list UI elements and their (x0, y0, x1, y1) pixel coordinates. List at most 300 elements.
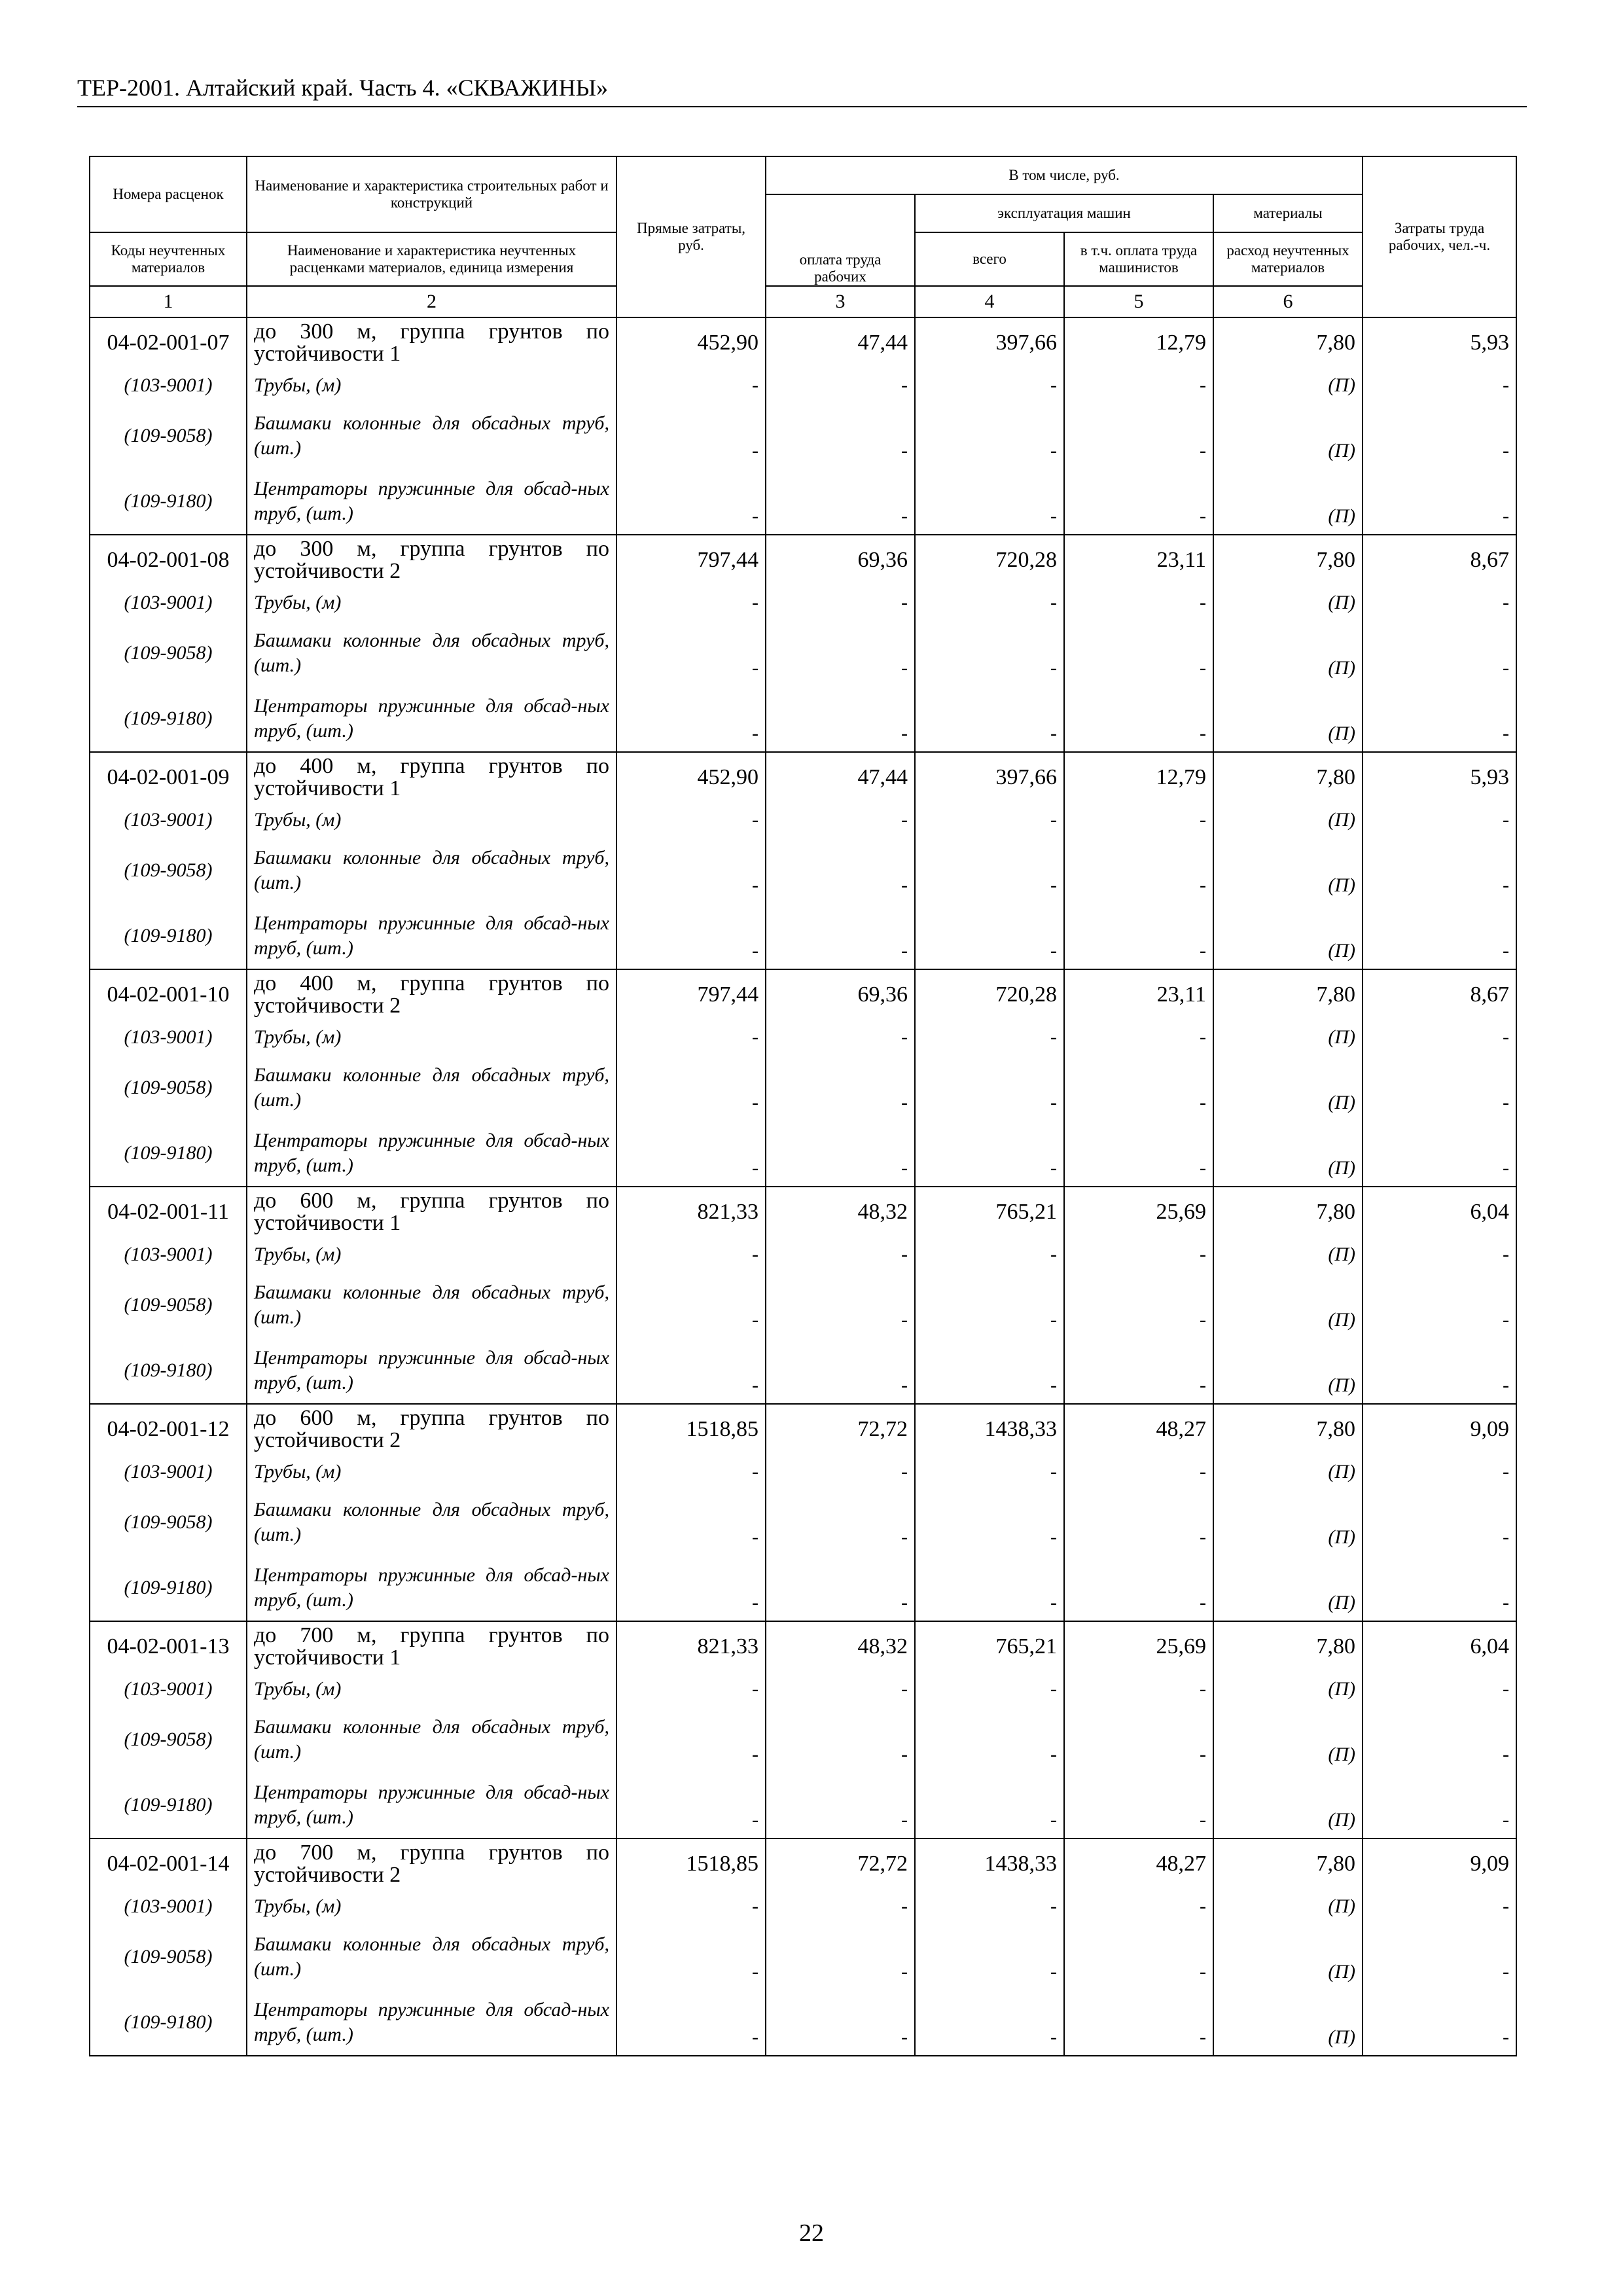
direct-costs-cell: 452,90 (616, 317, 766, 368)
labor-hours-cell: 9,09 (1363, 1404, 1516, 1454)
material-value: - (766, 903, 915, 969)
material-value: - (616, 1121, 766, 1187)
material-name: Центраторы пружинные для обсад-ных труб, (шт.) (247, 1772, 616, 1839)
material-value: - (616, 838, 766, 903)
material-value: (П) (1213, 1889, 1363, 1924)
rate-name: до 300 м, группа грунтов по устойчивости 2 (247, 535, 616, 585)
material-value: - (766, 403, 915, 469)
material-value: - (1064, 1889, 1213, 1924)
material-value: (П) (1213, 620, 1363, 686)
material-value: - (915, 1454, 1064, 1490)
material-value: - (1064, 368, 1213, 403)
material-code: (109-9180) (90, 1555, 247, 1621)
column-numbers-row (90, 286, 1516, 317)
material-row (90, 838, 1516, 903)
material-value: - (616, 1772, 766, 1839)
material-code: (109-9058) (90, 620, 247, 686)
header-rate-numbers: Номера расценок (90, 156, 247, 232)
direct-costs-cell: 821,33 (616, 1187, 766, 1237)
material-value: - (616, 1237, 766, 1272)
machinists-pay-cell: 23,11 (1064, 535, 1213, 585)
material-code: (103-9001) (90, 1020, 247, 1055)
header-materials: материалы (1213, 194, 1363, 232)
material-value: - (915, 1990, 1064, 2056)
material-value: - (915, 802, 1064, 838)
material-row (90, 903, 1516, 969)
rate-name: до 700 м, группа грунтов по устойчивости 2 (247, 1839, 616, 1889)
material-value: - (915, 620, 1064, 686)
material-value: - (1064, 1237, 1213, 1272)
material-value: - (1064, 686, 1213, 752)
header-material-consumption: расход неучтенных материалов (1213, 232, 1363, 286)
material-value: (П) (1213, 1555, 1363, 1621)
material-value: - (766, 1454, 915, 1490)
material-value: (П) (1213, 1055, 1363, 1121)
materials-cell: 7,80 (1213, 1187, 1363, 1237)
material-value: - (766, 802, 915, 838)
material-name: Центраторы пружинные для обсад-ных труб, (шт.) (247, 469, 616, 535)
material-value: - (766, 1055, 915, 1121)
rates-table (89, 156, 1517, 2056)
material-value: - (766, 1338, 915, 1404)
material-row (90, 403, 1516, 469)
material-value: (П) (1213, 1020, 1363, 1055)
rate-name: до 600 м, группа грунтов по устойчивости 1 (247, 1187, 616, 1237)
material-name: Башмаки колонные для обсадных труб, (шт.) (247, 1707, 616, 1772)
material-row (90, 1490, 1516, 1555)
material-value: - (1363, 1338, 1516, 1404)
material-value: - (1064, 1924, 1213, 1990)
rate-code: 04-02-001-10 (90, 969, 247, 1020)
material-value: - (1064, 403, 1213, 469)
material-value: - (766, 1555, 915, 1621)
material-value: - (1363, 1707, 1516, 1772)
material-name: Центраторы пружинные для обсад-ных труб, (шт.) (247, 1555, 616, 1621)
machines-total-cell: 1438,33 (915, 1839, 1064, 1889)
rate-name: до 700 м, группа грунтов по устойчивости 1 (247, 1621, 616, 1672)
rate-name: до 300 м, группа грунтов по устойчивости 1 (247, 317, 616, 368)
rate-code: 04-02-001-08 (90, 535, 247, 585)
rate-name: до 400 м, группа грунтов по устойчивости 1 (247, 752, 616, 802)
material-value: - (915, 1490, 1064, 1555)
column-number: 3 (766, 286, 915, 317)
labor-pay-cell: 72,72 (766, 1839, 915, 1889)
materials-cell: 7,80 (1213, 752, 1363, 802)
material-name: Центраторы пружинные для обсад-ных труб, (шт.) (247, 1338, 616, 1404)
material-row (90, 1990, 1516, 2056)
material-value: - (1363, 802, 1516, 838)
material-value: - (915, 838, 1064, 903)
machinists-pay-cell: 48,27 (1064, 1839, 1213, 1889)
machinists-pay-cell: 23,11 (1064, 969, 1213, 1020)
direct-costs-cell: 821,33 (616, 1621, 766, 1672)
material-value: - (766, 1924, 915, 1990)
column-number: 4 (915, 286, 1064, 317)
material-row (90, 1454, 1516, 1490)
material-value: - (1064, 620, 1213, 686)
material-row (90, 1672, 1516, 1707)
material-value: - (1064, 1272, 1213, 1338)
material-value: - (616, 469, 766, 535)
material-name: Башмаки колонные для обсадных труб, (шт.) (247, 1272, 616, 1338)
material-value: - (915, 1924, 1064, 1990)
material-value: - (1363, 585, 1516, 620)
labor-pay-cell: 69,36 (766, 535, 915, 585)
material-value: - (915, 1672, 1064, 1707)
material-value: (П) (1213, 1237, 1363, 1272)
material-name: Центраторы пружинные для обсад-ных труб, (шт.) (247, 903, 616, 969)
material-value: - (1363, 1237, 1516, 1272)
material-row (90, 1272, 1516, 1338)
material-code: (103-9001) (90, 1454, 247, 1490)
material-value: - (1064, 1055, 1213, 1121)
material-value: - (766, 1121, 915, 1187)
material-row (90, 1707, 1516, 1772)
material-name: Трубы, (м) (247, 1672, 616, 1707)
material-value: - (616, 1272, 766, 1338)
rate-name: до 400 м, группа грунтов по устойчивости 2 (247, 969, 616, 1020)
material-value: - (915, 1055, 1064, 1121)
header-including: В том числе, руб. (766, 156, 1363, 194)
material-value: - (766, 1672, 915, 1707)
material-value: - (1064, 1121, 1213, 1187)
labor-hours-cell: 5,93 (1363, 752, 1516, 802)
material-value: - (766, 1707, 915, 1772)
rate-name: до 600 м, группа грунтов по устойчивости 2 (247, 1404, 616, 1454)
material-value: - (915, 1555, 1064, 1621)
material-row (90, 1055, 1516, 1121)
material-code: (103-9001) (90, 1237, 247, 1272)
material-value: - (1363, 1772, 1516, 1839)
running-header: ТЕР-2001. Алтайский край. Часть 4. «СКВАЖИНЫ» (77, 75, 609, 101)
material-name: Башмаки колонные для обсадных труб, (шт.) (247, 1055, 616, 1121)
material-row (90, 1121, 1516, 1187)
material-value: - (915, 686, 1064, 752)
rate-code: 04-02-001-09 (90, 752, 247, 802)
material-value: - (616, 1490, 766, 1555)
material-name: Центраторы пружинные для обсад-ных труб, (шт.) (247, 686, 616, 752)
material-name: Башмаки колонные для обсадных труб, (шт.) (247, 1490, 616, 1555)
machinists-pay-cell: 25,69 (1064, 1621, 1213, 1672)
material-value: - (616, 1990, 766, 2056)
header-work-name: Наименование и характеристика строительных работ и конструкций (247, 156, 616, 232)
material-value: - (766, 838, 915, 903)
machines-total-cell: 397,66 (915, 752, 1064, 802)
material-value: - (616, 1055, 766, 1121)
header-material-codes: Коды неучтенных материалов (90, 232, 247, 286)
material-value: (П) (1213, 469, 1363, 535)
header-labor-hours: Затраты труда рабочих, чел.-ч. (1363, 156, 1516, 317)
material-value: - (1064, 1454, 1213, 1490)
material-value: (П) (1213, 1672, 1363, 1707)
rate-row (90, 317, 1516, 368)
material-name: Трубы, (м) (247, 1454, 616, 1490)
materials-cell: 7,80 (1213, 1404, 1363, 1454)
labor-pay-cell: 69,36 (766, 969, 915, 1020)
material-value: - (616, 686, 766, 752)
material-value: - (1363, 838, 1516, 903)
material-code: (109-9180) (90, 469, 247, 535)
material-value: - (766, 1020, 915, 1055)
material-value: - (616, 1672, 766, 1707)
material-value: (П) (1213, 1272, 1363, 1338)
rate-code: 04-02-001-07 (90, 317, 247, 368)
material-value: (П) (1213, 403, 1363, 469)
material-code: (109-9180) (90, 1990, 247, 2056)
direct-costs-cell: 797,44 (616, 969, 766, 1020)
material-value: - (1064, 1555, 1213, 1621)
material-value: - (1363, 1924, 1516, 1990)
material-value: - (766, 1272, 915, 1338)
rates-body (90, 317, 1516, 2056)
page-number: 22 (799, 2219, 824, 2247)
material-value: - (1363, 1121, 1516, 1187)
header-direct-costs: Прямые затраты, руб. (616, 156, 766, 317)
material-code: (109-9058) (90, 838, 247, 903)
direct-costs-cell: 452,90 (616, 752, 766, 802)
material-value: - (1064, 903, 1213, 969)
direct-costs-cell: 1518,85 (616, 1839, 766, 1889)
material-name: Башмаки колонные для обсадных труб, (шт.) (247, 403, 616, 469)
material-name: Башмаки колонные для обсадных труб, (шт.) (247, 1924, 616, 1990)
material-code: (109-9058) (90, 1924, 247, 1990)
material-value: - (616, 1707, 766, 1772)
labor-hours-cell: 6,04 (1363, 1621, 1516, 1672)
material-code: (109-9058) (90, 403, 247, 469)
material-value: (П) (1213, 1338, 1363, 1404)
material-name: Трубы, (м) (247, 1237, 616, 1272)
direct-costs-cell: 1518,85 (616, 1404, 766, 1454)
header-rule (77, 106, 1527, 107)
rate-row (90, 1621, 1516, 1672)
material-value: - (1064, 469, 1213, 535)
material-value: - (1363, 368, 1516, 403)
material-value: - (616, 903, 766, 969)
material-value: - (915, 1237, 1064, 1272)
materials-cell: 7,80 (1213, 317, 1363, 368)
material-value: - (616, 585, 766, 620)
material-value: - (616, 1338, 766, 1404)
material-name: Трубы, (м) (247, 1889, 616, 1924)
column-number: 5 (1064, 286, 1213, 317)
machinists-pay-cell: 48,27 (1064, 1404, 1213, 1454)
material-value: - (1064, 585, 1213, 620)
material-value: - (766, 1889, 915, 1924)
material-name: Трубы, (м) (247, 802, 616, 838)
rate-row (90, 1187, 1516, 1237)
material-value: - (915, 1889, 1064, 1924)
material-row (90, 1338, 1516, 1404)
material-value: - (616, 403, 766, 469)
material-value: - (766, 368, 915, 403)
material-name: Центраторы пружинные для обсад-ных труб, (шт.) (247, 1121, 616, 1187)
material-value: - (915, 469, 1064, 535)
material-name: Центраторы пружинные для обсад-ных труб, (шт.) (247, 1990, 616, 2056)
material-value: (П) (1213, 686, 1363, 752)
material-value: - (915, 1772, 1064, 1839)
material-value: - (766, 1237, 915, 1272)
materials-cell: 7,80 (1213, 1839, 1363, 1889)
rate-code: 04-02-001-11 (90, 1187, 247, 1237)
material-row (90, 686, 1516, 752)
material-value: - (1064, 1707, 1213, 1772)
material-code: (103-9001) (90, 1672, 247, 1707)
materials-cell: 7,80 (1213, 969, 1363, 1020)
material-name: Трубы, (м) (247, 1020, 616, 1055)
material-row (90, 620, 1516, 686)
labor-hours-cell: 9,09 (1363, 1839, 1516, 1889)
material-row (90, 1020, 1516, 1055)
material-row (90, 802, 1516, 838)
material-code: (103-9001) (90, 1889, 247, 1924)
material-value: - (616, 620, 766, 686)
material-value: - (1363, 1055, 1516, 1121)
material-value: (П) (1213, 1121, 1363, 1187)
material-code: (109-9058) (90, 1490, 247, 1555)
material-value: - (1064, 1672, 1213, 1707)
rate-code: 04-02-001-13 (90, 1621, 247, 1672)
labor-hours-cell: 8,67 (1363, 969, 1516, 1020)
labor-hours-cell: 8,67 (1363, 535, 1516, 585)
header-machines: эксплуатация машин (915, 194, 1213, 232)
material-value: (П) (1213, 802, 1363, 838)
material-value: - (1363, 1990, 1516, 2056)
material-value: - (1363, 686, 1516, 752)
column-number: 2 (247, 286, 616, 317)
material-value: - (616, 802, 766, 838)
labor-hours-cell: 6,04 (1363, 1187, 1516, 1237)
material-row (90, 1555, 1516, 1621)
material-value: (П) (1213, 1707, 1363, 1772)
header-machinists-pay: в т.ч. оплата труда машинистов (1064, 232, 1213, 286)
material-value: - (1064, 1990, 1213, 2056)
material-row (90, 368, 1516, 403)
material-row (90, 469, 1516, 535)
material-value: (П) (1213, 838, 1363, 903)
machines-total-cell: 720,28 (915, 535, 1064, 585)
material-value: - (766, 1490, 915, 1555)
material-value: - (1363, 1272, 1516, 1338)
header-material-names: Наименование и характеристика неучтенных расценками материалов, единица измерения (247, 232, 616, 286)
material-value: - (1064, 1490, 1213, 1555)
material-value: - (1363, 403, 1516, 469)
material-value: - (915, 1272, 1064, 1338)
material-name: Башмаки колонные для обсадных труб, (шт.) (247, 620, 616, 686)
rate-code: 04-02-001-12 (90, 1404, 247, 1454)
column-number: 6 (1213, 286, 1363, 317)
material-value: - (915, 403, 1064, 469)
header-machines-total: всего (915, 232, 1064, 286)
machines-total-cell: 765,21 (915, 1187, 1064, 1237)
material-value: - (1363, 1490, 1516, 1555)
material-code: (109-9180) (90, 903, 247, 969)
material-value: - (1363, 903, 1516, 969)
material-value: - (766, 620, 915, 686)
material-row (90, 585, 1516, 620)
material-name: Трубы, (м) (247, 585, 616, 620)
material-value: (П) (1213, 1454, 1363, 1490)
material-value: - (915, 1338, 1064, 1404)
material-value: - (1363, 620, 1516, 686)
material-value: - (616, 1889, 766, 1924)
material-code: (109-9058) (90, 1272, 247, 1338)
rate-row (90, 1839, 1516, 1889)
rate-row (90, 535, 1516, 585)
material-value: - (1363, 469, 1516, 535)
column-number: 1 (90, 286, 247, 317)
material-value: - (616, 1924, 766, 1990)
material-value: - (766, 1772, 915, 1839)
machines-total-cell: 397,66 (915, 317, 1064, 368)
labor-hours-cell: 5,93 (1363, 317, 1516, 368)
material-value: (П) (1213, 1990, 1363, 2056)
material-value: (П) (1213, 585, 1363, 620)
material-value: - (1064, 802, 1213, 838)
material-code: (109-9180) (90, 1338, 247, 1404)
material-name: Трубы, (м) (247, 368, 616, 403)
material-row (90, 1889, 1516, 1924)
material-value: - (915, 1020, 1064, 1055)
labor-pay-cell: 48,32 (766, 1621, 915, 1672)
material-value: - (616, 368, 766, 403)
table-header (90, 156, 1516, 317)
material-value: (П) (1213, 368, 1363, 403)
material-value: - (1064, 1020, 1213, 1055)
material-value: - (1363, 1672, 1516, 1707)
labor-pay-cell: 47,44 (766, 752, 915, 802)
material-row (90, 1237, 1516, 1272)
machines-total-cell: 1438,33 (915, 1404, 1064, 1454)
machinists-pay-cell: 12,79 (1064, 752, 1213, 802)
materials-cell: 7,80 (1213, 1621, 1363, 1672)
material-value: - (766, 469, 915, 535)
material-value: - (1064, 838, 1213, 903)
material-value: - (915, 585, 1064, 620)
materials-cell: 7,80 (1213, 535, 1363, 585)
header-labor-pay-top: оплата труда рабочих (766, 194, 915, 286)
material-code: (103-9001) (90, 802, 247, 838)
material-value: - (1363, 1555, 1516, 1621)
material-row (90, 1772, 1516, 1839)
material-value: - (1363, 1889, 1516, 1924)
material-value: - (616, 1555, 766, 1621)
labor-pay-cell: 47,44 (766, 317, 915, 368)
labor-pay-cell: 48,32 (766, 1187, 915, 1237)
material-value: - (915, 368, 1064, 403)
material-value: - (616, 1454, 766, 1490)
material-value: (П) (1213, 1772, 1363, 1839)
material-row (90, 1924, 1516, 1990)
material-code: (109-9058) (90, 1055, 247, 1121)
machines-total-cell: 720,28 (915, 969, 1064, 1020)
material-code: (109-9180) (90, 1121, 247, 1187)
labor-pay-cell: 72,72 (766, 1404, 915, 1454)
material-value: - (766, 1990, 915, 2056)
rate-row (90, 1404, 1516, 1454)
material-code: (109-9058) (90, 1707, 247, 1772)
material-value: (П) (1213, 903, 1363, 969)
material-name: Башмаки колонные для обсадных труб, (шт.) (247, 838, 616, 903)
material-value: - (766, 686, 915, 752)
material-code: (109-9180) (90, 686, 247, 752)
rate-row (90, 969, 1516, 1020)
material-value: - (1363, 1454, 1516, 1490)
rate-row (90, 752, 1516, 802)
material-value: - (915, 1121, 1064, 1187)
rate-code: 04-02-001-14 (90, 1839, 247, 1889)
machines-total-cell: 765,21 (915, 1621, 1064, 1672)
material-value: - (1064, 1338, 1213, 1404)
